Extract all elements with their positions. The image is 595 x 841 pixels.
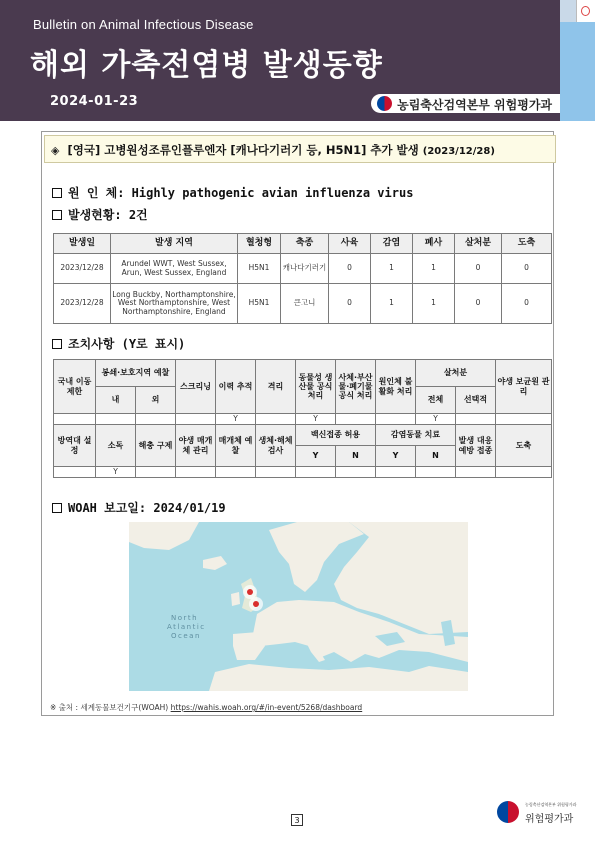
item-title [44,135,556,163]
status-text: 발생현황: 2건 [68,208,148,222]
measure-vaccine: 백신접종 허용 [296,425,376,446]
measure-value [296,467,336,478]
ireland-land [231,592,240,606]
measure-value [54,467,96,478]
measure-trace: 이력 추적 [216,360,256,414]
col-header: 도축 [502,234,552,254]
measure-value [176,414,216,425]
col-header: 발생일 [54,234,111,254]
ocean-label: Ocean [171,632,201,640]
measures-value-row-2 [54,467,552,478]
bulletin-title: Bulletin on Animal Infectious Disease [33,17,254,32]
item-title-text: [영국] 고병원성조류인플루엔자 [캐나다기러기 등, H5N1] 추가 발생 [67,143,419,157]
measure-value: Y [216,414,256,425]
measure-value [336,467,376,478]
footer-logo-icon [497,801,519,823]
footer-department: 위험평가과 [525,814,574,825]
table-header-row [54,234,552,254]
agency-logo-icon [377,96,392,111]
source-note [50,702,362,713]
page-number: 3 [291,814,303,826]
checkbox-icon [52,503,62,513]
measure-pathogen: 원인체 불활화 처리 [376,360,416,414]
report-date: 2024-01-23 [50,94,139,109]
measure-slaughter: 도축 [496,425,552,467]
measure-zone: 봉쇄·보호지역 예찰 [96,360,176,387]
measure-value [216,467,256,478]
measure-value: Y [96,467,136,478]
footer-agency: 농림축산검역본부 위험평가과 [525,802,577,807]
cause-line [52,184,413,201]
treatment-y: Y [376,446,416,467]
measures-heading [52,335,185,352]
page-title: 해외 가축전염병 발생동향 [30,48,383,83]
cause-text: 원 인 체: Highly pathogenic avian influenza virus [68,186,414,200]
table-cell: 캐나다기러기 [281,254,329,284]
table-cell: 2023/12/28 [54,254,111,284]
europe-map [129,522,468,691]
measure-test: 생체·해체 검사 [256,425,296,467]
measure-value [136,414,176,425]
measure-screening: 스크리닝 [176,360,216,414]
outbreak-table [53,233,552,324]
vaccine-y: Y [296,446,336,467]
col-header: 발생 지역 [111,234,238,254]
agency-name: 농림축산검역본부 위험평가과 [397,98,552,112]
measures-table [53,359,552,478]
measure-value [54,414,96,425]
ocean-label: Atlantic [167,623,206,631]
vaccine-n: N [336,446,376,467]
measure-quarantine: 격리 [256,360,296,414]
status-line [52,206,148,223]
table-cell: 0 [502,254,552,284]
table-cell: H5N1 [238,254,281,284]
measure-value [376,414,416,425]
measure-surveillance: 매개체 예찰 [216,425,256,467]
table-row [54,284,552,324]
source-prefix: ※ 출처 : 세계동물보건기구(WOAH) [50,703,169,712]
checkbox-icon [52,188,62,198]
woah-line [52,499,226,516]
measure-wildlife-reservoir: 야생 보균원 관리 [496,360,552,414]
outbreak-marker-1 [243,585,257,599]
measure-products: 동물성 생산물 공식 처리 [296,360,336,414]
measures-header-row [54,360,552,387]
measures-title: 조치사항 (Y로 표시) [68,337,186,351]
checkbox-icon [52,210,62,220]
woah-date: WOAH 보고일: 2024/01/19 [68,501,226,515]
report-content [41,131,554,716]
agency-badge [371,94,560,113]
measure-value [96,414,136,425]
measure-wildlife: 야생 매개체 관리 [176,425,216,467]
measure-value [496,467,552,478]
table-cell: 1 [413,284,455,324]
measure-disinfect: 소독 [96,425,136,467]
measure-value [416,467,456,478]
treatment-n: N [416,446,456,467]
measure-stamping: 살처분 [416,360,496,387]
table-cell: 큰고니 [281,284,329,324]
table-cell: Long Buckby, Northamptonshire, West Northamptonshire, West Northamptonshire, England [111,284,238,324]
measure-prevent: 발생 대응 예방 접종 [456,425,496,467]
measure-value [496,414,552,425]
measure-value [256,467,296,478]
measure-treatment: 감염동물 치료 [376,425,456,446]
col-header: 혈청형 [238,234,281,254]
measure-value [456,467,496,478]
col-header: 폐사 [413,234,455,254]
measure-value [456,414,496,425]
measure-value: Y [416,414,456,425]
item-title-date: (2023/12/28) [422,146,495,157]
outbreak-map [129,522,468,691]
measure-movement: 방역대 설정 [54,425,96,467]
measure-zone-out: 외 [136,387,176,414]
table-cell: 1 [371,254,413,284]
col-header: 축종 [281,234,329,254]
table-cell: Arundel WWT, West Sussex, Arun, West Sussex, England [111,254,238,284]
col-header: 감염 [371,234,413,254]
col-header: 살처분 [455,234,502,254]
measure-value [336,414,376,425]
table-cell: 0 [502,284,552,324]
measure-stamping-all: 전체 [416,387,456,414]
table-cell: 0 [329,284,371,324]
measure-value: Y [296,414,336,425]
table-cell: 1 [371,284,413,324]
table-cell: 2023/12/28 [54,284,111,324]
measure-carcass: 사체·부산물·폐기물 공식 처리 [336,360,376,414]
measure-value [376,467,416,478]
table-cell: H5N1 [238,284,281,324]
measure-domestic: 국내 이동 제한 [54,360,96,414]
table-cell: 1 [413,254,455,284]
ocean-label: North [171,614,199,622]
col-header: 사육 [329,234,371,254]
measures-value-row [54,414,552,425]
outbreak-marker-2 [249,597,263,611]
table-cell: 0 [329,254,371,284]
source-link[interactable]: https://wahis.woah.org/#/in-event/5268/dashboard [170,703,363,712]
measures-header-row-2 [54,425,552,446]
checkbox-icon [52,339,62,349]
measure-zone-in: 내 [96,387,136,414]
measure-stamping-selective: 선택적 [456,387,496,414]
measure-value [256,414,296,425]
measure-value [176,467,216,478]
table-cell: 0 [455,284,502,324]
measure-vector: 해충 구제 [136,425,176,467]
diamond-icon: ◈ [51,144,60,157]
measure-value [136,467,176,478]
flag-icon [576,0,595,22]
table-row [54,254,552,284]
table-cell: 0 [455,254,502,284]
